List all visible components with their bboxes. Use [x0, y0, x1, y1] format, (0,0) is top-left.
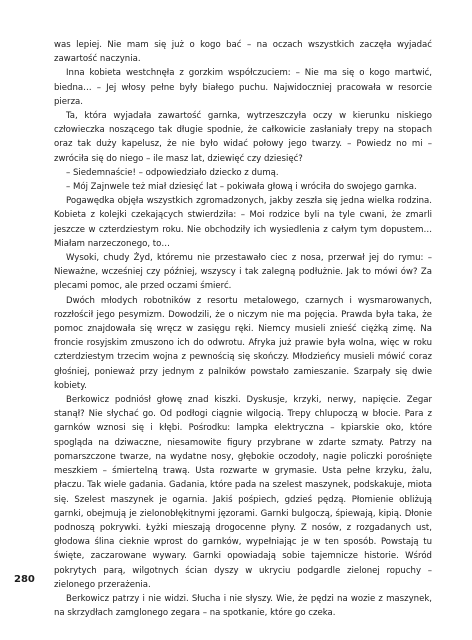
body-text [54, 38, 432, 620]
paragraph: – Mój Zajnwele też miał dziesięć lat – pokiwała głową i wróciła do swojego garnka. [66, 182, 417, 193]
paragraph-continued: was lepiej. Nie mam się już o kogo bać – na oczach wszystkich zaczęła wyjadać zawartość naczynia. [54, 40, 432, 65]
page-number: 280 [14, 574, 35, 585]
paragraph: Pogawędka objęła wszystkich zgromadzonych, jakby zeszła się jedna wielka rodzina. Kobieta z kolejki czekających stwierdziła: – Moi rodzice byli na tyle cwani, że zmarli jeszcze w czterdziestym roku. Nie obchodziły ich wysiedlenia z całym tym dopustem… Miałam narzeczonego, to… [54, 196, 432, 249]
paragraph: – Siedemnaście! – odpowiedziało dziecko z dumą. [66, 167, 279, 178]
paragraph: Berkowicz patrzy i nie widzi. Słucha i nie słyszy. Wie, że pędzi na wozie z maszynek, na skrzydłach zamglonego zegara – na spotkanie, które go czeka. [54, 593, 432, 619]
paragraph: Berkowicz podniósł głowę znad kiszki. Dyskusje, krzyki, nerwy, napięcie. Zegar stanął? Nie słychać go. Od podłogi ciągnie wilgocią. Trepy chlupoczą w błocie. Para z garnków wznosi się i kłębi. Pośrodku: lampka elektryczna – kpiarskie oko, które spogląda na dziwaczne, niesamowite figury przybrane w zdarte szmaty. Patrzy na pomarszczone twarze, na wydatne nosy, głębokie oczodoły, nagie policzki porośnięte meszkiem – śmiertelną trawą. Usta rozwarte w grymasie. Usta pełne krzyku, żalu, płaczu. Tak wiele gadania. Gadania, które pada na szelest maszynek, podskakuje, miota się. Szelest maszynek je ogarnia. Jakiś pośpiech, gdzieś pędzą. Płomienie obliżują garnki, obejmują je zielonobłękitnymi jęzorami. Garnki bulgoczą, śpiewają, kipią. Dłonie podnoszą pokrywki. Łyżki mieszają drogocenne płyny. Z nosów, z rozgadanych ust, głodowa ślina cieknie wprost do garnków, wypełniając je w ten sposób. Powstają tu święte, zaczarowane wywary. Garnki opowiadają sobie tajemnicze historie. Wśród pokrytych parą, wilgotnych ścian dyszy w ukryciu podgardle zielonej ropuchy – zielonego przerażenia. [54, 395, 432, 590]
paragraph: Ta, która wyjadała zawartość garnka, wytrzeszczyła oczy w kierunku niskiego człowieczka noszącego tak długie spodnie, że całkowicie zasłaniały trepy na stopach oraz tak duży kapelusz, że nie było widać połowy jego twarzy. – Powiedz no mi – zwróciła się do niego – ile masz lat, dziewięć czy dziesięć? [54, 111, 432, 164]
paragraph: Dwóch młodych robotników z resortu metalowego, czarnych i wysmarowanych, rozzłościł jego pesymizm. Dowodzili, że o niczym nie ma pojęcia. Prawda była taka, że pomoc znajdowała się wręcz w zasięgu ręki. Niemcy musieli znieść ciężką zimę. Na froncie rosyjskim zmuszono ich do odwrotu. Afryka już prawie była wolna, więc w roku czterdziestym trzecim wojna z pewnością się skończy. Młodzieńcy musieli mówić coraz głośniej, ponieważ przy jednym z palników powstało zamieszanie. Szarpały się dwie kobiety. [54, 295, 432, 391]
paragraph: Inna kobieta westchnęła z gorzkim współczuciem: – Nie ma się o kogo martwić, biedna… – Jej włosy pełne były białego puchu. Najwidoczniej pracowała w resorcie pierza. [54, 68, 432, 107]
paragraph: Wysoki, chudy Żyd, któremu nie przestawało ciec z nosa, przerwał jej do rymu: – Nieważne, wcześniej czy później, wszyscy i tak zalegną podłużnie. Jak to mówi ów? Za plecami pomoc, ale przed oczami śmierć. [54, 253, 432, 292]
